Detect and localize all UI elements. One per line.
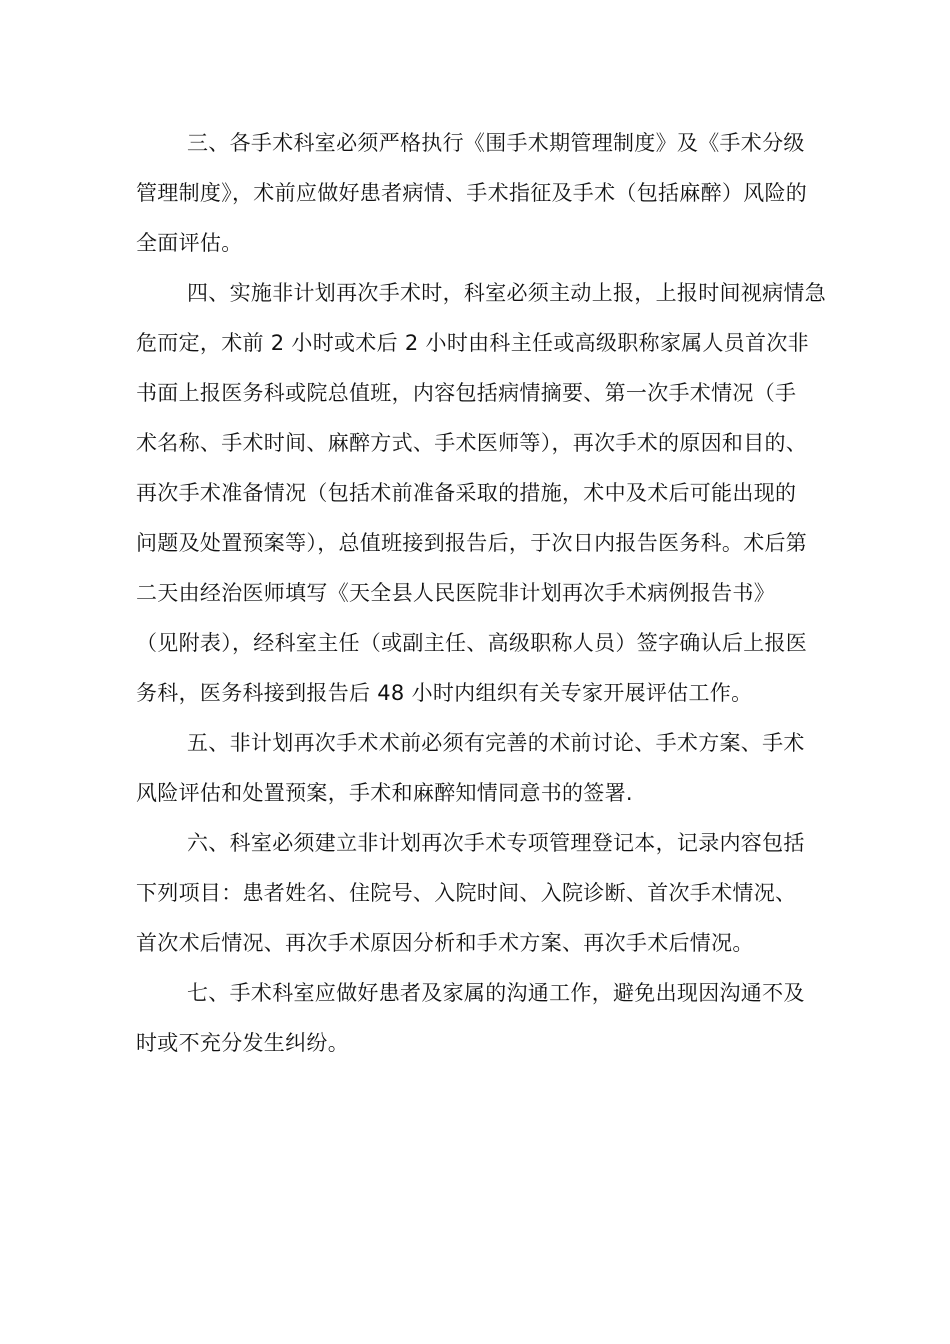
text-line: 管理制度》，术前应做好患者病情、手术指征及手术（包括麻醉）风险的: [136, 181, 808, 205]
text-line: 问题及处置预案等），总值班接到报告后，于次日内报告医务科。术后第: [136, 531, 808, 555]
text-line: 七、手术科室应做好患者及家属的沟通工作，避免出现因沟通不及: [187, 981, 805, 1005]
text-line: 风险评估和处置预案，手术和麻醉知情同意书的签署.: [136, 781, 633, 805]
text-line: 时或不充分发生纠纷。: [136, 1031, 349, 1055]
text-line: 再次手术准备情况（包括术前准备采取的措施，术中及术后可能出现的: [136, 481, 797, 505]
text-line: 全面评估。: [136, 231, 243, 255]
text-line: 二天由经治医师填写《天全县人民医院非计划再次手术病例报告书》: [136, 581, 775, 605]
paragraph-item-6: [136, 818, 876, 968]
text-line: 四、实施非计划再次手术时，科室必须主动上报，上报时间视病情急: [187, 281, 826, 305]
text-line: 危而定，术前 2 小时或术后 2 小时由科主任或高级职称家属人员首次非: [136, 331, 809, 355]
paragraph-item-4: [136, 268, 876, 718]
text-line: 三、各手术科室必须严格执行《围手术期管理制度》及《手术分级: [187, 131, 805, 155]
text-line: 务科，医务科接到报告后 48 小时内组织有关专家开展评估工作。: [136, 681, 753, 705]
text-line: 术名称、手术时间、麻醉方式、手术医师等），再次手术的原因和目的、: [136, 431, 808, 455]
paragraph-item-3: [136, 118, 876, 268]
text-line: 下列项目：患者姓名、住院号、入院时间、入院诊断、首次手术情况、: [136, 881, 797, 905]
text-line: （见附表），经科室主任（或副主任、高级职称人员）签字确认后上报医: [136, 631, 808, 655]
text-line: 书面上报医务科或院总值班，内容包括病情摘要、第一次手术情况（手: [136, 381, 797, 405]
text-line: 五、非计划再次手术术前必须有完善的术前讨论、手术方案、手术: [187, 731, 805, 755]
document-body: [136, 118, 876, 1068]
text-line: 首次术后情况、再次手术原因分析和手术方案、再次手术后情况。: [136, 931, 754, 955]
paragraph-item-5: [136, 718, 876, 818]
text-line: 六、科室必须建立非计划再次手术专项管理登记本，记录内容包括: [187, 831, 805, 855]
paragraph-item-7: [136, 968, 876, 1068]
